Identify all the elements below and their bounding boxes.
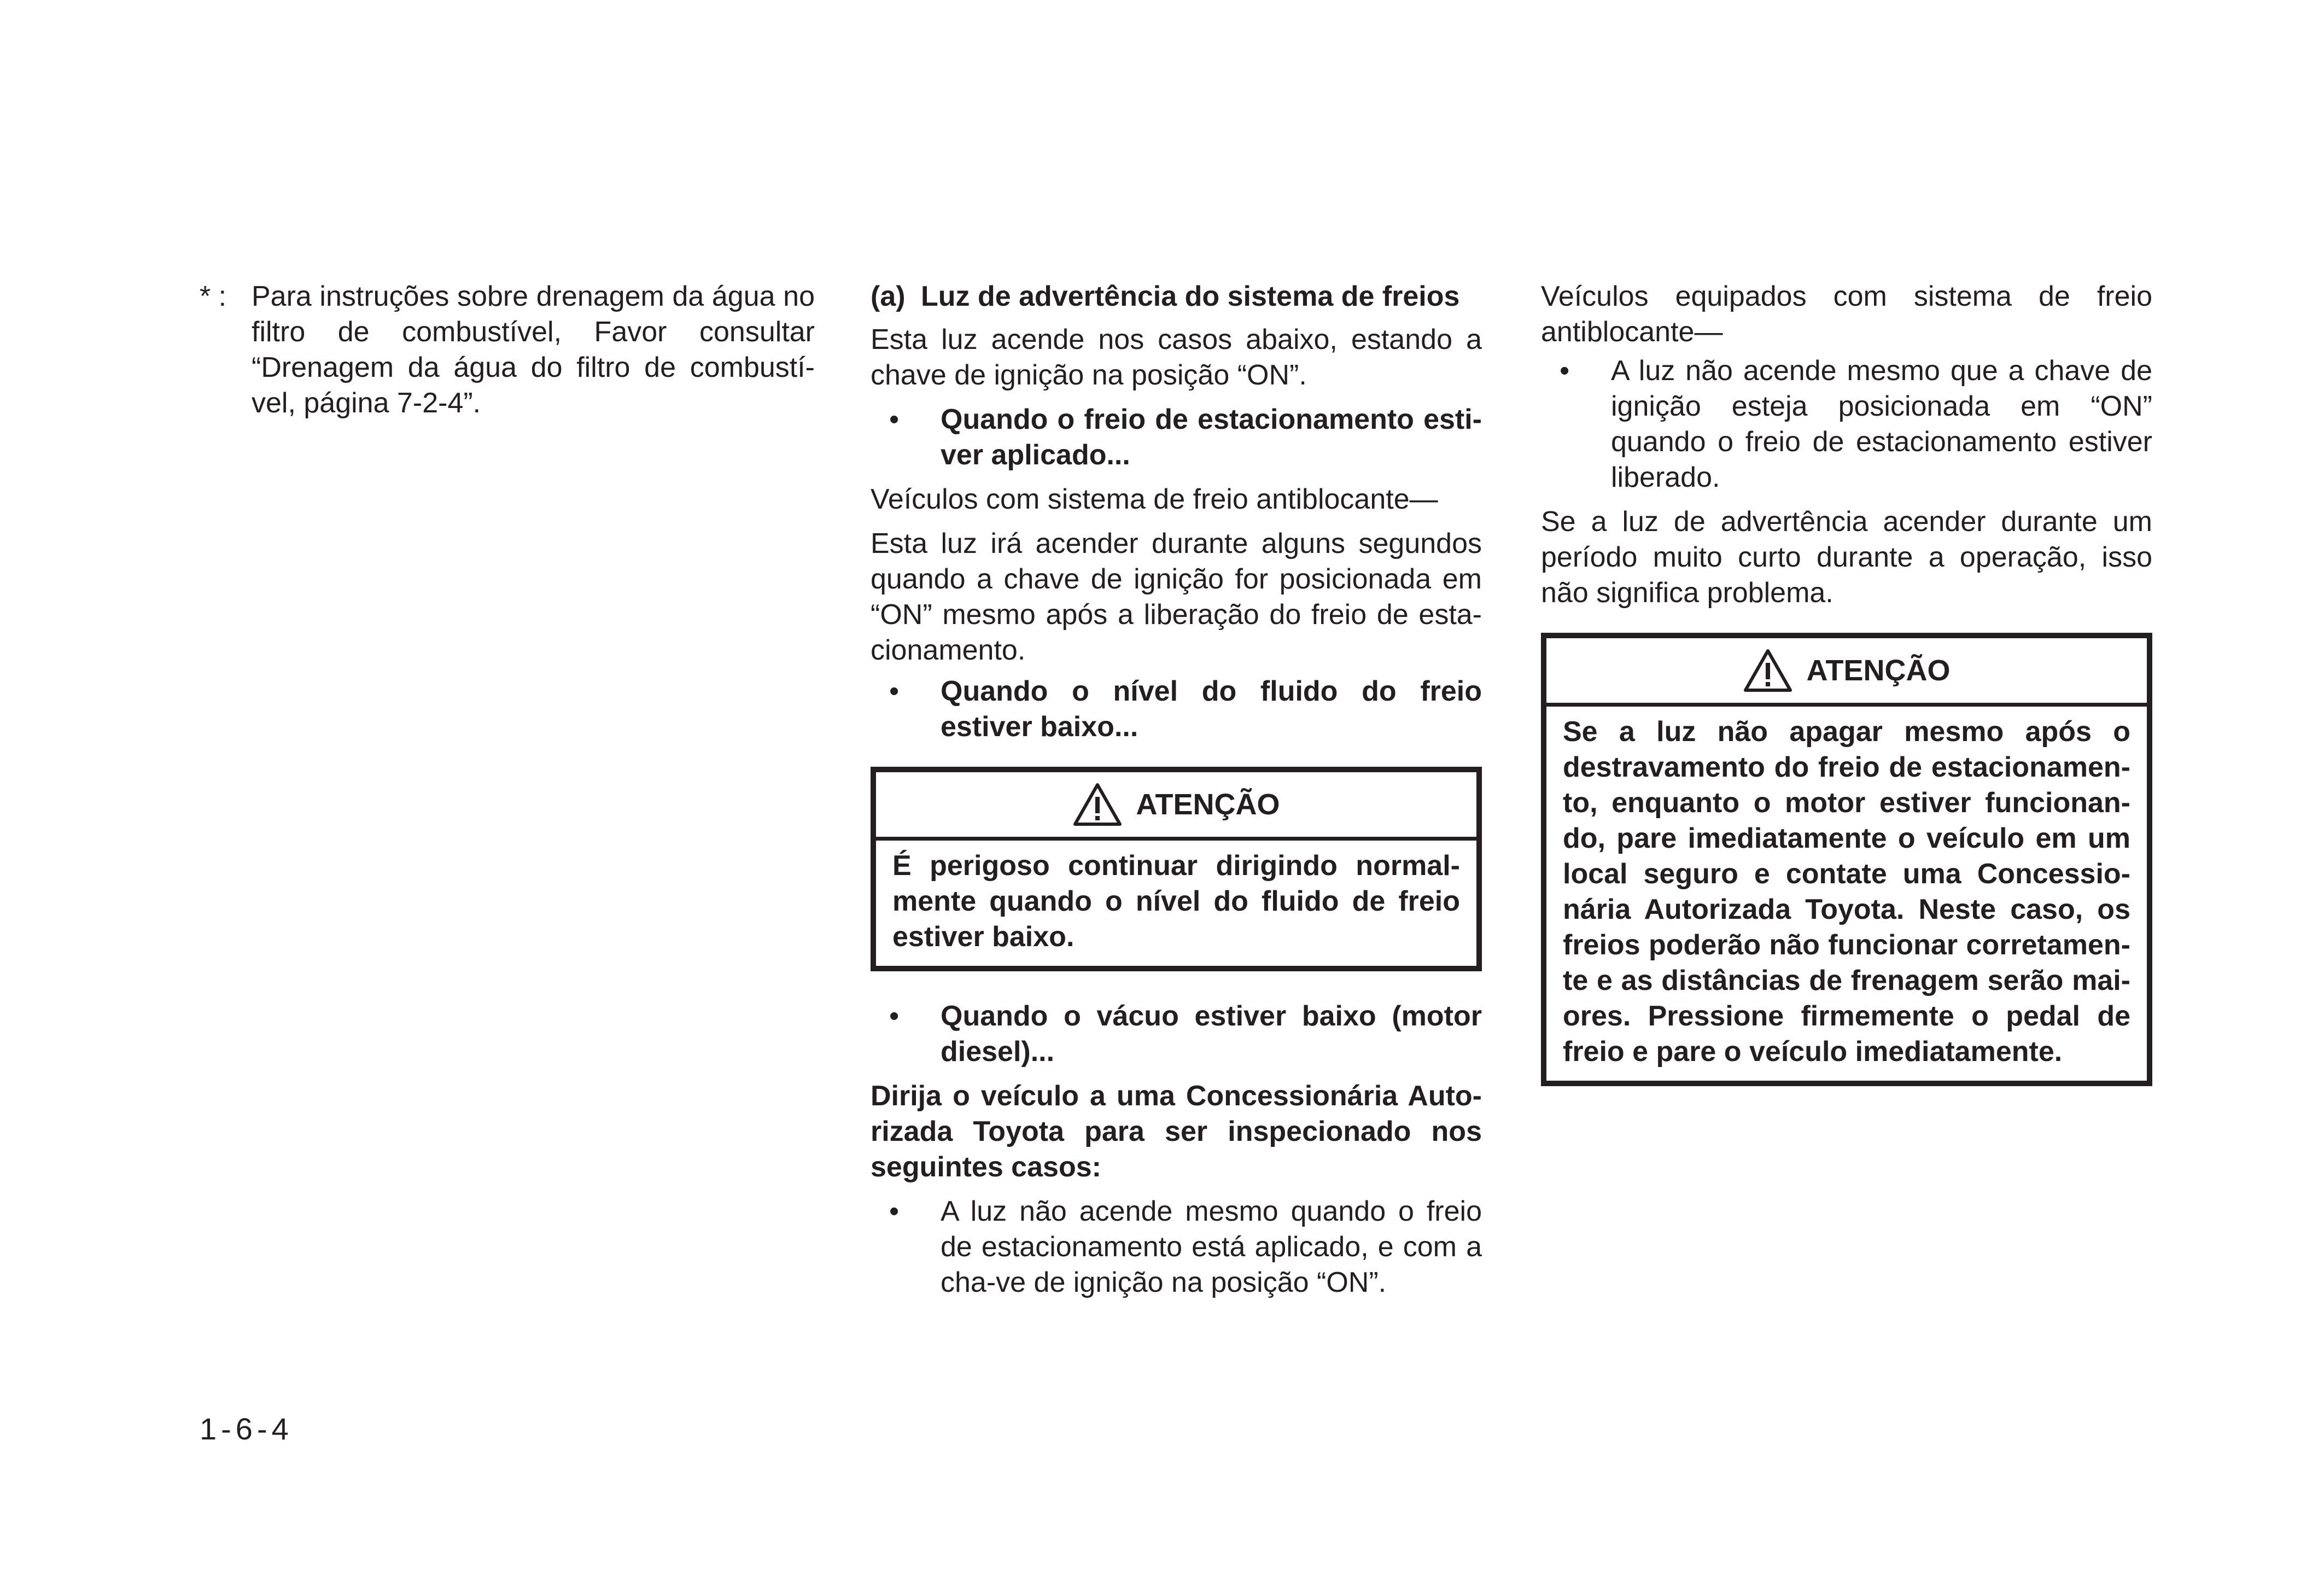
bullet-text: Quando o freio de estacionamento esti-ver aplicado... xyxy=(941,404,1482,471)
list-item xyxy=(871,674,1482,745)
bullet-list xyxy=(871,402,1482,473)
section-heading-text: Luz de advertência do sistema de freios xyxy=(921,281,1460,312)
footnote-text: Para instruções sobre drenagem da água no filtro de combustível, Favor consultar “Drenagem da água do filtro de combustí-vel, página 7-2-4”. xyxy=(252,281,815,419)
equipped-paragraph: Veículos equipados com sistema de freio antiblocante— xyxy=(1541,281,2152,348)
warning-triangle-icon xyxy=(1073,783,1122,826)
bullet-text: Quando o vácuo estiver baixo (motor diesel)... xyxy=(941,1000,1482,1068)
bullet-dot: • xyxy=(1560,355,1570,387)
warning-triangle-icon xyxy=(1743,649,1792,692)
page-number: 1-6-4 xyxy=(200,1412,293,1446)
footnote xyxy=(200,279,815,421)
warning-title: ATENÇÃO xyxy=(1806,654,1951,687)
bullet-text: A luz não acende mesmo quando o freio de estacionamento está aplicado, e com a cha-ve de ignição na posição “ON”. xyxy=(941,1196,1482,1298)
bullet-list xyxy=(871,999,1482,1070)
bullet-list xyxy=(871,674,1482,745)
warning-body: É perigoso continuar dirigindo normal-mente quando o nível do fluido de freio estiver baixo. xyxy=(892,850,1460,953)
warning-header xyxy=(876,772,1476,841)
column-left xyxy=(200,279,815,421)
bullet-dot: • xyxy=(889,404,900,435)
bullet-text: A luz não acende mesmo que a chave de ignição esteja posicionada em “ON” quando o freio de estacionamento estiver liberado. xyxy=(1611,355,2152,493)
bullet-dot: • xyxy=(889,1196,900,1227)
section-heading xyxy=(871,279,1482,314)
list-item xyxy=(871,1194,1482,1301)
column-middle xyxy=(871,279,1482,1309)
warning-header xyxy=(1546,638,2147,707)
bullet-text: Quando o nível do fluido do freio estiver baixo... xyxy=(941,675,1482,743)
warning-box xyxy=(871,767,1482,971)
list-item xyxy=(1541,353,2152,495)
bullet-list xyxy=(1541,353,2152,495)
inspection-paragraph: Dirija o veículo a uma Concessionária Auto-rizada Toyota para ser inspecionado nos seguintes casos: xyxy=(871,1080,1482,1183)
warning-body: Se a luz não apagar mesmo após o destravamento do freio de estacionamen-to, enquanto o motor estiver funcionan-do, pare imediatamente o veículo em um local seguro e contate uma Concessio-nária Autorizada Toyota. Neste caso, os freios poderão não funcionar corretamen-te e as distâncias de frenagem serão mai-ores. Pressione firmemente o pedal de freio e pare o veículo imediatamente. xyxy=(1563,716,2130,1068)
warning-title: ATENÇÃO xyxy=(1136,788,1280,821)
short-period-paragraph: Se a luz de advertência acender durante um período muito curto durante a operação, isso não significa problema. xyxy=(1541,506,2152,609)
bullet-list xyxy=(871,1194,1482,1301)
abs-paragraph: Esta luz irá acender durante alguns segundos quando a chave de ignição for posicionada em “ON” mesmo após a liberação do freio de esta-cionamento. xyxy=(871,528,1482,666)
list-item xyxy=(871,999,1482,1070)
column-right xyxy=(1541,279,2152,1113)
bullet-dot: • xyxy=(889,1000,900,1032)
section-heading-tag: (a) xyxy=(871,281,906,312)
warning-box xyxy=(1541,633,2152,1086)
intro-paragraph: Esta luz acende nos casos abaixo, estando a chave de ignição na posição “ON”. xyxy=(871,324,1482,391)
footnote-mark: * : xyxy=(200,281,227,312)
abs-label: Veículos com sistema de freio antiblocante— xyxy=(871,483,1438,515)
bullet-dot: • xyxy=(889,675,900,707)
list-item xyxy=(871,402,1482,473)
